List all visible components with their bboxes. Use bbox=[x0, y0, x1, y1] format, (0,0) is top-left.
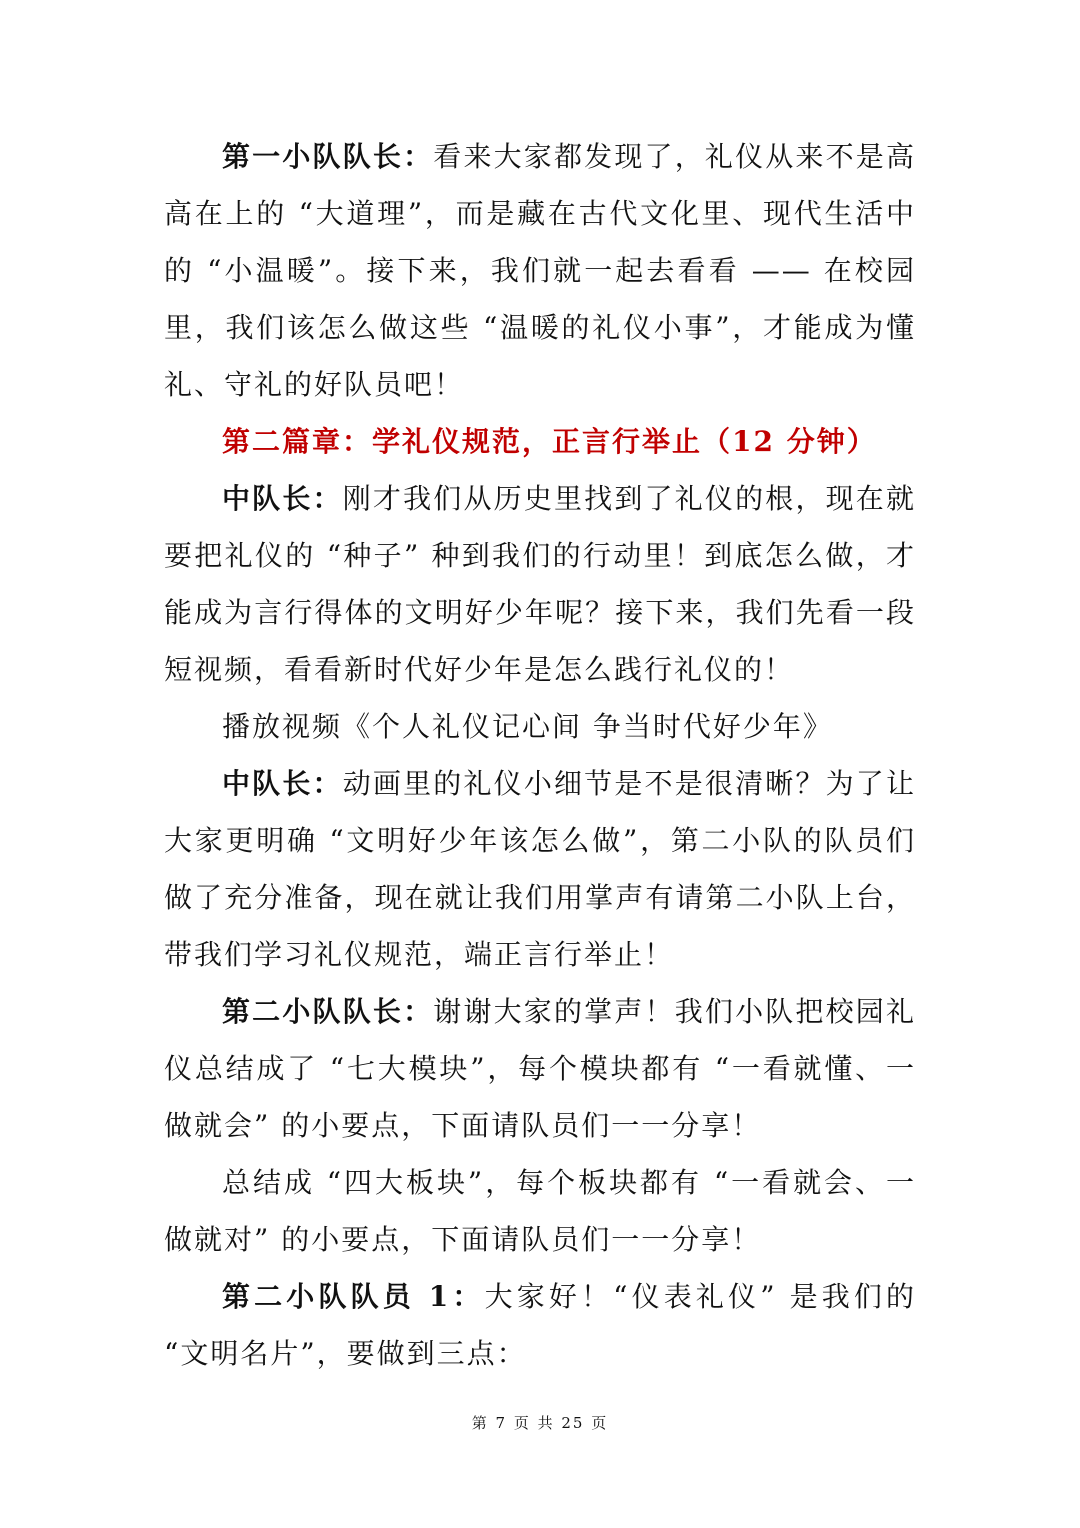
paragraph-text: 看来大家都发现了，礼仪从来不是高高在上的 “大道理”，而是藏在古代文化里、现代生活中的 “小温暖”。接下来，我们就一起去看看 —— 在校园里，我们该怎么做这些 “温暖的礼仪小事”，才能成为懂礼、守礼的好队员吧！ bbox=[164, 140, 916, 401]
paragraph-text: 大家好！“仪表礼仪” 是我们的 “文明名片”，要做到三点： bbox=[164, 1280, 917, 1370]
paragraph-captain-intro bbox=[164, 470, 916, 698]
paragraph-text: 动画里的礼仪小细节是不是很清晰？为了让大家更明确 “文明好少年该怎么做”，第二小队的队员们做了充分准备，现在就让我们用掌声有请第二小队上台，带我们学习礼仪规范，端正言行举止！ bbox=[164, 767, 916, 971]
paragraph-second-squad-leader bbox=[164, 983, 916, 1154]
speaker-label: 中队长： bbox=[222, 482, 343, 515]
speaker-label: 第一小队队长： bbox=[222, 140, 434, 173]
paragraph-text: 刚才我们从历史里找到了礼仪的根，现在就要把礼仪的 “种子” 种到我们的行动里！到底怎么做，才能成为言行得体的文明好少年呢？接下来，我们先看一段短视频，看看新时代好少年是怎么践行礼仪的！ bbox=[164, 482, 916, 686]
document-body bbox=[164, 128, 916, 1382]
paragraph-first-squad-leader bbox=[164, 128, 916, 413]
speaker-label: 第二小队队长： bbox=[222, 995, 434, 1028]
speaker-label: 中队长： bbox=[222, 767, 343, 800]
paragraph-squad-member-1 bbox=[164, 1268, 916, 1382]
paragraph-summary-four-blocks: 总结成 “四大板块”，每个板块都有 “一看就会、一做就对” 的小要点，下面请队员们一一分享！ bbox=[164, 1166, 916, 1256]
page-number-footer: 第 7 页 共 25 页 bbox=[471, 1414, 609, 1432]
speaker-label: 第二小队队员 1： bbox=[222, 1280, 485, 1313]
paragraph-play-video: 播放视频《个人礼仪记心间 争当时代好少年》 bbox=[222, 710, 833, 743]
paragraph-captain-invite bbox=[164, 755, 916, 983]
chapter-heading: 第二篇章：学礼仪规范，正言行举止（12 分钟） bbox=[222, 425, 877, 458]
paragraph-text: 谢谢大家的掌声！我们小队把校园礼仪总结成了 “七大模块”，每个模块都有 “一看就懂、一做就会” 的小要点，下面请队员们一一分享！ bbox=[164, 995, 916, 1142]
